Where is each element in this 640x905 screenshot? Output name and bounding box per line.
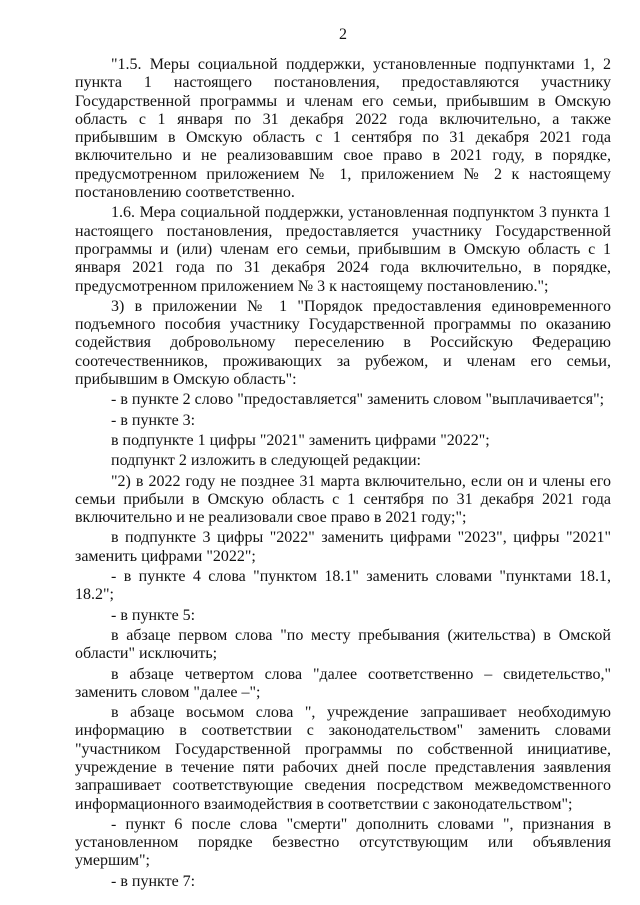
paragraph-point-4: - в пункте 4 слова "пунктом 18.1" заменить словами "пунктами 18.1, 18.2";	[75, 568, 611, 604]
paragraph-point-2: - в пункте 2 слово "предоставляется" заменить словом "выплачивается";	[111, 391, 605, 409]
paragraph-subpoint-2-text: "2) в 2022 году не позднее 31 марта включительно, если он и члены его семьи прибыли в Омскую область с 1 сентября по 31 декабря 2021 года включительно и не реализовали свое право в 2021 году;";	[75, 472, 611, 527]
paragraph-point-5-abzac-8: в абзаце восьмом слова ", учреждение запрашивает необходимую информацию в соответствии с законодательством" заменить словами "участником Государственной программы по собственной инициативе, учреждение в течение пяти рабочих дней после представления заявления запрашивает соответствующие сведения посредством межведомственного информационного взаимодействия в соответствии с законодательством";	[75, 704, 611, 813]
document-page	[75, 26, 611, 893]
paragraph-subpoint-3: в подпункте 3 цифры "2022" заменить цифрами "2023", цифры "2021" заменить цифрами "2022";	[75, 529, 611, 565]
paragraph-point-5-abzac-4: в абзаце четвертом слова "далее соответственно – свидетельство," заменить словом "далее –";	[75, 665, 611, 701]
paragraph-subpoint-2: подпункт 2 изложить в следующей редакции:	[111, 452, 421, 470]
paragraph-item-3: 3) в приложении № 1 "Порядок предоставления единовременного подъемного пособия участнику Государственной программы по оказанию содействия добровольному переселению в Российскую Федерацию соотечественников, проживающих за рубежом, и членам его семьи, прибывшим в Омскую область":	[75, 297, 611, 389]
paragraph-subpoint-1: в подпункте 1 цифры "2021" заменить цифрами "2022";	[111, 431, 490, 449]
paragraph-point-7: - в пункте 7:	[111, 872, 196, 890]
paragraph-point-3: - в пункте 3:	[111, 411, 196, 429]
page-number: 2	[339, 26, 347, 43]
paragraph-point-5-abzac-1: в абзаце первом слова "по месту пребывания (жительства) в Омской области" исключить;	[75, 626, 611, 663]
paragraph-1-5: "1.5. Меры социальной поддержки, установленные подпунктами 1, 2 пункта 1 настоящего постановления, предоставляются участнику Государственной программы и членам его семьи, прибывшим в Омскую область с 1 января по 31 декабря 2022 года включительно, а также прибывшим в Омскую область с 1 сентября по 31 декабря 2021 года включительно и не реализовавшим свое право в 2021 году, в порядке, предусмотренном приложением № 1, приложением № 2 к настоящему постановлению соответственно.	[75, 56, 611, 202]
paragraph-point-6: - пункт 6 после слова "смерти" дополнить словами ", признания в установленном порядке безвестно отсутствующим или объявления умершим";	[75, 815, 611, 870]
paragraph-point-5: - в пункте 5:	[111, 606, 196, 624]
paragraph-1-6: 1.6. Мера социальной поддержки, установленная подпунктом 3 пункта 1 настоящего постановления, предоставляется участнику Государственной программы и (или) членам его семьи, прибывшим в Омскую область с 1 января 2021 года по 31 декабря 2024 года включительно, в порядке, предусмотренном приложением № 3 к настоящему постановлению.";	[75, 204, 611, 295]
